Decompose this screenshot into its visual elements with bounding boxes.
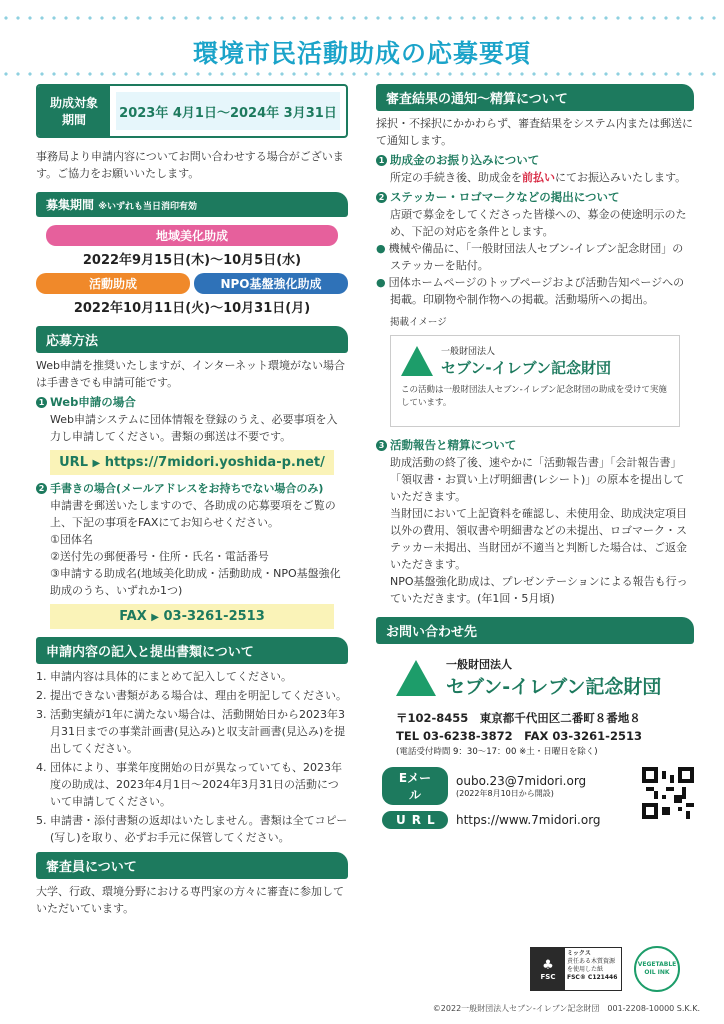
s3-text1: 助成活動の終了後、速やかに「活動報告書」「会計報告書」「領収書・お買い上げ明細書(レシート)」の原本を提出していただきます。	[390, 456, 685, 503]
s3-text3: NPO基盤強化助成は、プレゼンテーションによる報告も行っていただきます。(年1回・5月頃)	[390, 575, 688, 605]
contact-logo: 一般財団法人 セブン-イレブン記念財団	[396, 656, 694, 699]
period-value: 2023年 4月1日～2024年 3月31日	[116, 92, 340, 130]
foundation-logo-icon	[396, 660, 436, 696]
sample-label: 掲載イメージ	[390, 317, 447, 328]
result-intro: 採択・不採択にかかわらず、審査結果をシステム内または郵送にて通知します。	[376, 117, 694, 147]
tag-katsudo: 活動助成	[36, 273, 190, 294]
contact-header: お問い合わせ先	[376, 617, 694, 644]
date-chiiki: 2022年9月15日(木)～10月5日(水)	[82, 253, 302, 268]
page-title: 環境市民活動助成の応募要項	[192, 39, 531, 68]
s1-text: 所定の手続き後、助成金を前払いにてお振込みいたします。	[390, 171, 687, 184]
bullet-icon: ●	[376, 242, 386, 255]
web-text: Web申請システムに団体情報を登録のうえ、必要事項を入力し申請してください。書類の郵送は不要です。	[50, 413, 338, 443]
intro-text: 事務局より申請内容についてお問い合わせする場合がございます。ご協力をお願いいたします。	[36, 150, 344, 180]
s2-title: 2 ステッカー・ロゴマークなどの掲出について	[376, 189, 694, 206]
url-box[interactable]: URL ▶ https://7midori.yoshida-p.net/	[50, 450, 334, 475]
list-item: 1. 申請内容は具体的にまとめて記入してください。	[50, 668, 348, 685]
period-label: 助成対象 期間	[38, 86, 110, 136]
s3-text2: 当財団において上記資料を確認し、未使用金、助成決定項目以外の費用、領収書や明細書などの未提出、ロゴマーク・ステッカー未掲出、当財団が不適当と判断した場合は、ご返金いただきます。	[390, 507, 687, 571]
foundation-logo-icon	[401, 346, 433, 376]
s2-text: 店頭で募金をしてくださった皆様への、募金の使途明示のため、下記の対応を条件とします。	[390, 208, 687, 238]
hand-text: 申請書を郵送いたしますので、各助成の応募要項をご覧の上、下記の事項をFAXにてお知らせください。	[50, 499, 336, 529]
recruit-header: 募集期間 ※いずれも当日消印有効	[36, 192, 348, 217]
list-item: 4. 団体により、事業年度開始の日が異なっていても、2023年度の助成は、2023年4月1日～2024年3月31日の活動について申請してください。	[50, 759, 348, 810]
arrow-icon: ▶	[92, 458, 101, 469]
tag-chiiki: 地域美化助成	[46, 225, 338, 246]
left-column	[36, 84, 348, 917]
qr-code-icon	[642, 767, 694, 819]
title-dots	[0, 70, 724, 78]
list-item: 5. 申請書・添付書類の返却はいたしません。書類は全てコピー(写し)を取り、必ずお手元に保管してください。	[50, 812, 348, 846]
web-title: 1 Web申請の場合	[36, 394, 348, 411]
bullet-icon: ●	[376, 276, 386, 289]
vegetable-oil-ink-icon: VEGETABLE OIL INK	[634, 946, 680, 992]
email-label: Eメール	[382, 767, 448, 805]
item-3: ③申請する助成名(地域美化助成・活動助成・NPO基盤強化助成のうち、いずれか1つ)	[50, 567, 341, 597]
fsc-mark: ♣ FSC ミックス 責任ある木質資源を使用した紙 FSC® C121446	[530, 947, 622, 991]
sample-note: この活動は一般財団法人セブン-イレブン記念財団の助成を受けて実施しています。	[401, 385, 667, 408]
address: 〒102-8455 東京都千代田区二番町８番地８	[396, 711, 641, 725]
list-item: 2. 提出できない書類がある場合は、理由を明記してください。	[50, 687, 348, 704]
judges-header: 審査員について	[36, 852, 348, 879]
sample-box: 一般財団法人 セブン-イレブン記念財団 この活動は一般財団法人セブン-イレブン記念財団の助成を受けて実施しています。	[390, 335, 680, 427]
email-link[interactable]: oubo.23@7midori.org	[456, 773, 587, 788]
s1-title: 1 助成金のお振り込みについて	[376, 152, 694, 169]
apply-intro: Web申請を推奨いたしますが、インターネット環境がない場合は手書きでも申請可能です。	[36, 359, 345, 389]
arrow-icon: ▶	[151, 612, 159, 623]
certification-marks	[530, 946, 680, 992]
period-box	[36, 84, 348, 138]
fax-box: FAX ▶ 03-3261-2513	[50, 604, 334, 629]
apply-header: 応募方法	[36, 326, 348, 353]
docs-header: 申請内容の記入と提出書類について	[36, 637, 348, 664]
url-label: URL	[382, 811, 448, 829]
docs-list	[36, 668, 348, 846]
judges-text: 大学、行政、環境分野における専門家の方々に審査に参加していただいています。	[36, 885, 344, 915]
bullet-2: ● 団体ホームページのトップページおよび活動告知ページへの掲載。印刷物や制作物への掲載。活動場所への掲出。	[376, 276, 685, 306]
item-2: ②送付先の郵便番号・住所・氏名・電話番号	[50, 550, 269, 563]
tel-fax: TEL 03-6238-3872 FAX 03-3261-2513	[396, 729, 642, 743]
list-item: 3. 活動実績が1年に満たない場合は、活動開始日から2023年3月31日までの事業計画書(見込み)と収支計画書(見込み)を提出してください。	[50, 706, 348, 757]
top-dots	[0, 14, 724, 22]
bullet-1: ● 機械や備品に、「一般財団法人セブン-イレブン記念財団」のステッカーを貼付。	[376, 242, 684, 272]
email-note: (2022年8月10日から開設)	[456, 788, 554, 798]
right-column	[376, 84, 694, 829]
item-1: ①団体名	[50, 533, 93, 546]
url-link[interactable]: https://7midori.yoshida-p.net/	[104, 455, 325, 470]
s3-title: 3 活動報告と精算について	[376, 437, 694, 454]
result-header: 審査結果の通知～精算について	[376, 84, 694, 111]
site-link[interactable]: https://www.7midori.org	[456, 813, 601, 827]
footer: ©2022一般財団法人セブン-イレブン記念財団 001-2208-10000 S.K.K.	[432, 1004, 700, 1013]
hand-title: 2 手書きの場合(メールアドレスをお持ちでない場合のみ)	[36, 480, 348, 497]
date-katsudo: 2022年10月11日(火)～10月31日(月)	[73, 301, 311, 316]
hours: (電話受付時間 9：30～17：00 ※土・日曜日を除く)	[396, 747, 598, 757]
tree-icon: ♣	[542, 957, 554, 973]
tag-npo: NPO基盤強化助成	[194, 273, 348, 294]
